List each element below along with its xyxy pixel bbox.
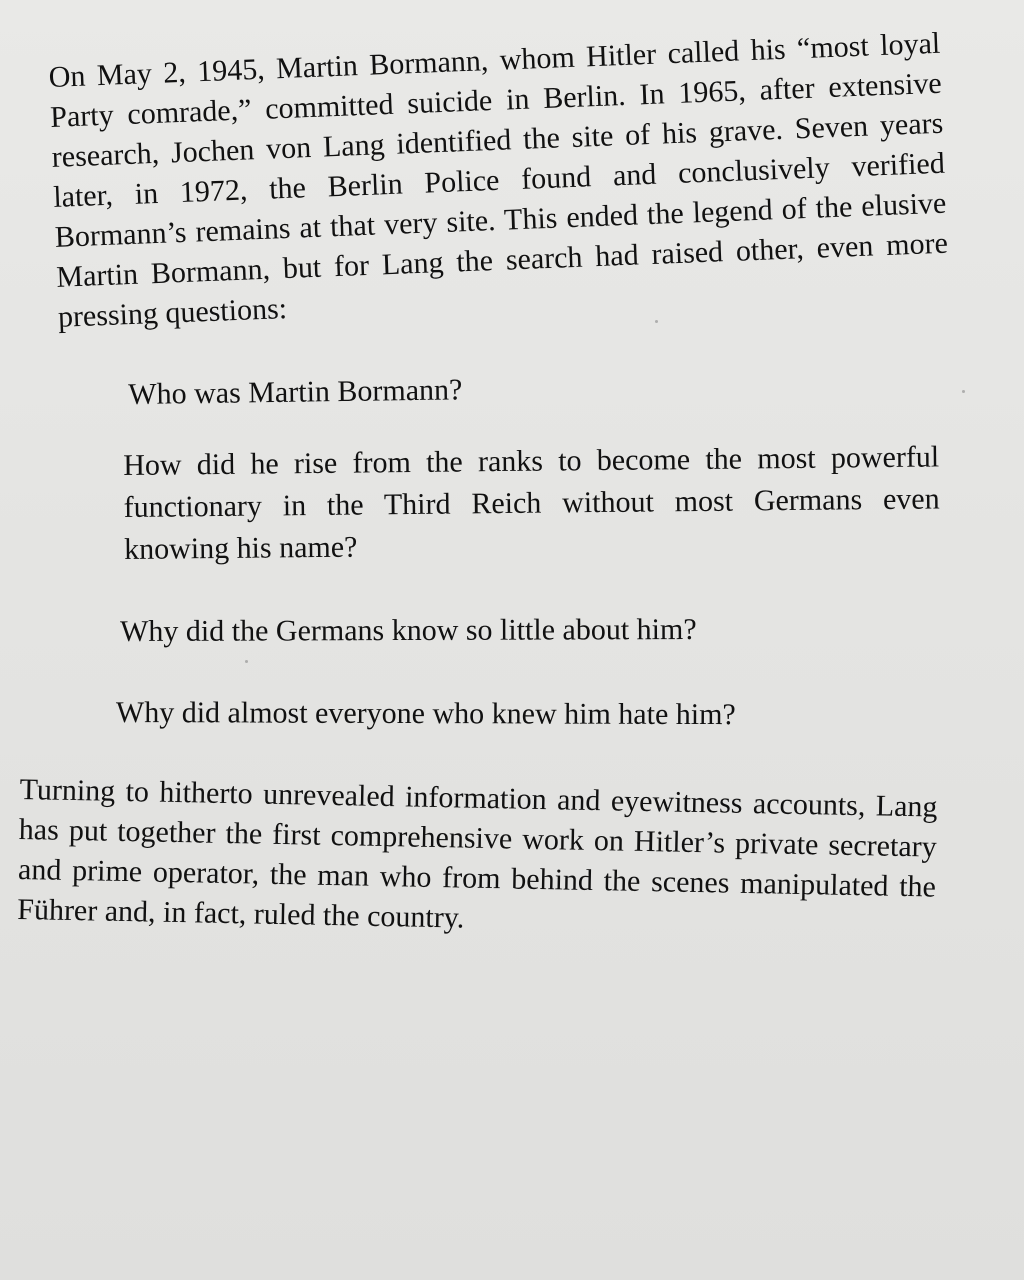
paper-speck [655, 320, 658, 323]
question-1: Who was Martin Bormann? [128, 373, 463, 411]
question-3: Why did the Germans know so little about him? [120, 612, 697, 648]
question-4: Why did almost everyone who knew him hate him? [115, 696, 736, 732]
paper-speck [962, 390, 965, 393]
question-2: How did he rise from the ranks to become the most powerful functionary in the Third Reich without most Germans even knowing his name? [123, 440, 940, 566]
closing-paragraph: Turning to hitherto unrevealed information and eyewitness accounts, Lang has put together the first comprehensive work on Hitler’s private secretary and prime operator, the man who from behind the scenes manipulated the Führer and, in fact, ruled the country. [17, 772, 938, 935]
intro-paragraph: On May 2, 1945, Martin Bormann, whom Hitler called his “most loyal Party comrade,” committed suicide in Berlin. In 1965, after extensive research, Jochen von Lang identified the site of his grave. Seven years later, in 1972, the Berlin Police found and conclusively verified Bormann’s remains at that very site. This ended the legend of the elusive Martin Bormann, but for Lang the search had raised other, even more pressing questions: [48, 26, 949, 334]
paper-speck [245, 660, 248, 663]
